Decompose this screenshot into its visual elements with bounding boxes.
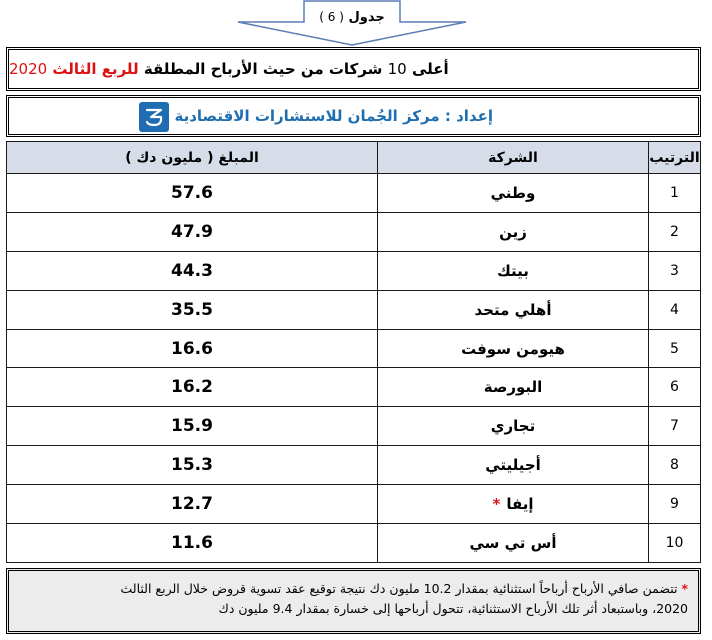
table-row	[7, 251, 701, 290]
company-name: أس تي سي	[469, 533, 557, 552]
cell-rank: 5	[649, 329, 701, 368]
cell-rank: 3	[649, 251, 701, 290]
cell-amount: 16.2	[7, 368, 378, 407]
cell-company	[378, 329, 649, 368]
footnote-line-2: 2020، وباستبعاد أثر تلك الأرباح الاستثنائية، تتحول أرباحها إلى خسارة بمقدار 9.4 مليون دك	[218, 601, 688, 616]
cell-amount: 35.5	[7, 290, 378, 329]
footnote-text-1: تتضمن صافي الأرباح أرباحاً استثنائية بمقدار 10.2 مليون دك نتيجة توقيع عقد تسوية قروض خلال الربع الثالث	[120, 581, 678, 596]
cell-amount: 57.6	[7, 174, 378, 213]
title-period: للربع الثالث	[52, 60, 139, 78]
header-rank: الترتيب	[649, 142, 701, 174]
header-company: الشركة	[378, 142, 649, 174]
cell-company	[378, 290, 649, 329]
cell-company	[378, 174, 649, 213]
profits-table	[6, 141, 701, 563]
table-row	[7, 485, 701, 524]
title-middle: شركات من حيث الأرباح المطلقة	[143, 60, 383, 78]
company-name: إيفا	[506, 495, 534, 514]
author-banner	[6, 95, 701, 137]
company-name: زين	[499, 222, 527, 241]
company-name: تجاري	[490, 417, 536, 436]
table-row	[7, 174, 701, 213]
title-year: 2020	[9, 60, 48, 78]
cell-rank: 8	[649, 446, 701, 485]
footnote	[6, 568, 701, 634]
table-label	[236, 10, 468, 25]
cell-rank: 4	[649, 290, 701, 329]
company-name: أجيليتي	[485, 456, 541, 475]
table-row	[7, 524, 701, 563]
jumman-logo-icon	[139, 102, 169, 132]
page-title	[6, 47, 701, 91]
footnote-star: *	[681, 581, 688, 596]
cell-company	[378, 485, 649, 524]
cell-amount: 12.7	[7, 485, 378, 524]
cell-amount: 44.3	[7, 251, 378, 290]
cell-company	[378, 524, 649, 563]
company-name: وطني	[490, 183, 536, 202]
cell-amount: 15.9	[7, 407, 378, 446]
cell-rank: 6	[649, 368, 701, 407]
cell-company	[378, 407, 649, 446]
company-name: هيومن سوفت	[461, 339, 565, 358]
cell-rank: 7	[649, 407, 701, 446]
company-name: البورصة	[483, 378, 543, 397]
cell-amount: 11.6	[7, 524, 378, 563]
cell-amount: 15.3	[7, 446, 378, 485]
cell-rank: 10	[649, 524, 701, 563]
cell-rank: 1	[649, 174, 701, 213]
footnote-line-1	[19, 579, 688, 599]
company-name: أهلي متحد	[474, 300, 552, 319]
table-row	[7, 329, 701, 368]
table-header-row	[7, 142, 701, 174]
cell-rank: 9	[649, 485, 701, 524]
cell-rank: 2	[649, 212, 701, 251]
cell-company	[378, 446, 649, 485]
cell-amount: 47.9	[7, 212, 378, 251]
table-row	[7, 446, 701, 485]
footnote-marker: *	[492, 495, 501, 514]
table-number: ( 6 )	[319, 10, 344, 24]
table-row	[7, 368, 701, 407]
table-row	[7, 290, 701, 329]
header-amount: المبلغ ( مليون دك )	[7, 142, 378, 174]
author-text: إعداد : مركز الجُمان للاستشارات الاقتصادية	[174, 107, 493, 125]
cell-amount: 16.6	[7, 329, 378, 368]
company-name: بيتك	[497, 261, 529, 280]
table-row	[7, 407, 701, 446]
cell-company	[378, 212, 649, 251]
table-label-arrow	[236, 0, 468, 46]
title-prefix: أعلى	[411, 60, 449, 78]
title-count: 10	[387, 60, 407, 78]
cell-company	[378, 368, 649, 407]
table-row	[7, 212, 701, 251]
cell-company	[378, 251, 649, 290]
table-label-text: جدول	[348, 10, 385, 25]
